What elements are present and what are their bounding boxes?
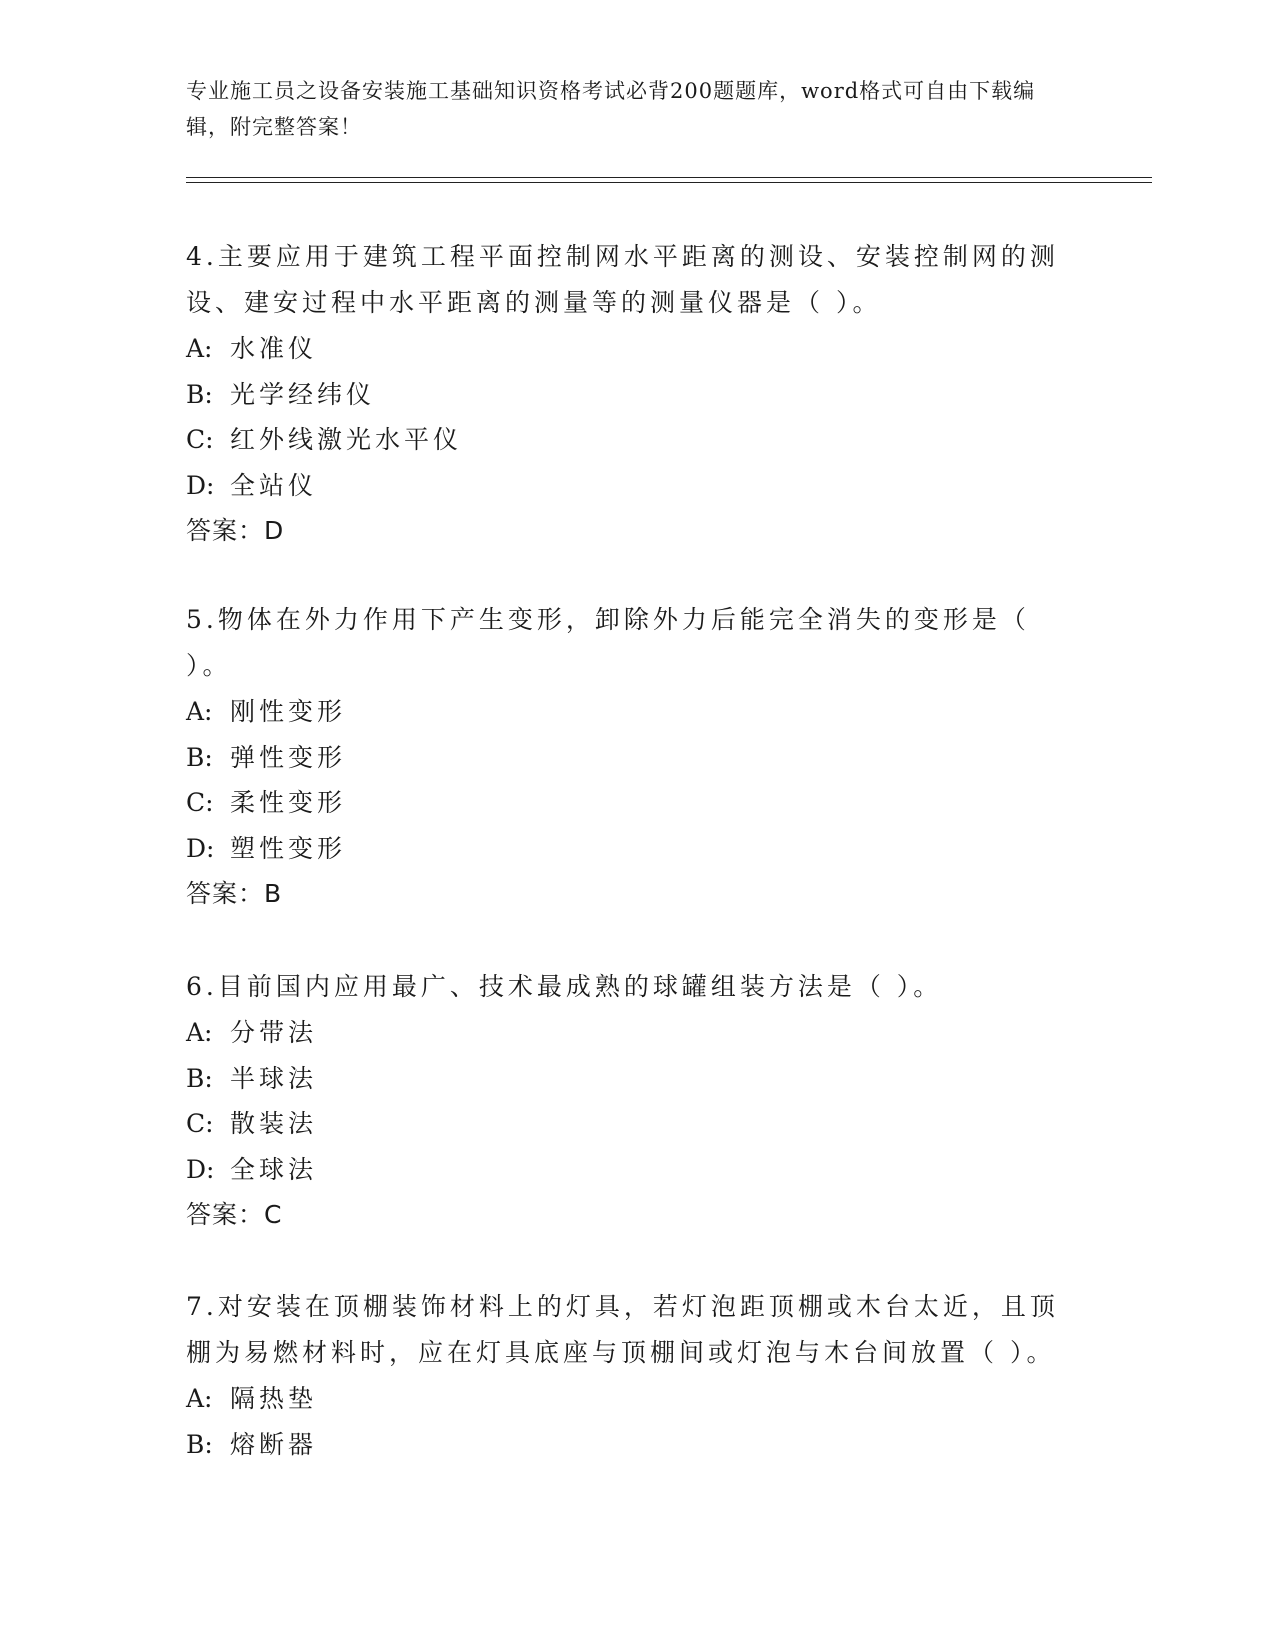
- option-d: [186, 463, 1066, 509]
- option-text: 散装法: [230, 1109, 318, 1138]
- option-text: 柔性变形: [230, 788, 347, 817]
- option-a: [186, 326, 1066, 372]
- option-key: B:: [186, 379, 213, 409]
- answer-line: 答案：C: [186, 1200, 283, 1229]
- option-text: 光学经纬仪: [230, 379, 376, 409]
- option-key: D:: [186, 1154, 215, 1184]
- option-text: 隔热垫: [230, 1384, 318, 1413]
- option-a: [186, 689, 1066, 735]
- option-b: [186, 735, 1066, 781]
- option-text: 半球法: [230, 1063, 318, 1093]
- option-text: 水准仪: [230, 334, 318, 363]
- option-key: D:: [186, 833, 215, 863]
- question-7: [186, 1284, 1066, 1467]
- option-c: [186, 1101, 1066, 1147]
- option-text: 红外线激光水平仪: [230, 425, 463, 454]
- option-text: 分带法: [230, 1018, 318, 1047]
- option-d: [186, 826, 1066, 872]
- option-a: [186, 1376, 1066, 1422]
- option-text: 全球法: [230, 1154, 318, 1184]
- option-text: 刚性变形: [230, 697, 347, 726]
- question-stem: 5.物体在外力作用下产生变形，卸除外力后能完全消失的变形是（ ）。: [186, 605, 1030, 680]
- option-key: C:: [186, 425, 214, 454]
- option-text: 塑性变形: [230, 833, 347, 863]
- option-text: 全站仪: [230, 470, 318, 500]
- option-key: A:: [186, 334, 213, 363]
- option-key: C:: [186, 788, 214, 817]
- option-c: [186, 417, 1066, 463]
- answer-line: 答案：B: [186, 879, 283, 908]
- option-key: A:: [186, 1384, 213, 1413]
- option-a: [186, 1010, 1066, 1056]
- option-key: A:: [186, 1018, 213, 1047]
- question-5: [186, 597, 1066, 917]
- answer-line: 答案：D: [186, 516, 285, 545]
- option-key: B:: [186, 1063, 213, 1093]
- option-c: [186, 780, 1066, 826]
- option-key: B:: [186, 1429, 213, 1459]
- question-6: [186, 964, 1066, 1238]
- question-stem: 4.主要应用于建筑工程平面控制网水平距离的测设、安装控制网的测设、建安过程中水平距离的测量等的测量仪器是（ ）。: [186, 242, 1059, 317]
- option-b: [186, 372, 1066, 418]
- option-key: B:: [186, 742, 213, 772]
- question-4: [186, 234, 1066, 554]
- option-key: D:: [186, 470, 215, 500]
- question-stem: 7.对安装在顶棚装饰材料上的灯具，若灯泡距顶棚或木台太近，且顶棚为易燃材料时，应在灯具底座与顶棚间或灯泡与木台间放置（ ）。: [186, 1292, 1059, 1367]
- header-divider-bottom: [186, 182, 1152, 183]
- option-text: 熔断器: [230, 1429, 318, 1459]
- header-divider-top: [186, 177, 1152, 178]
- option-key: A:: [186, 697, 213, 726]
- option-b: [186, 1422, 1066, 1468]
- option-b: [186, 1056, 1066, 1102]
- option-text: 弹性变形: [230, 742, 347, 772]
- option-d: [186, 1147, 1066, 1193]
- option-key: C:: [186, 1109, 214, 1138]
- document-header: 专业施工员之设备安装施工基础知识资格考试必背200题题库，word格式可自由下载编辑，附完整答案！: [186, 79, 1036, 139]
- question-stem: 6.目前国内应用最广、技术最成熟的球罐组装方法是（ ）。: [186, 972, 943, 1001]
